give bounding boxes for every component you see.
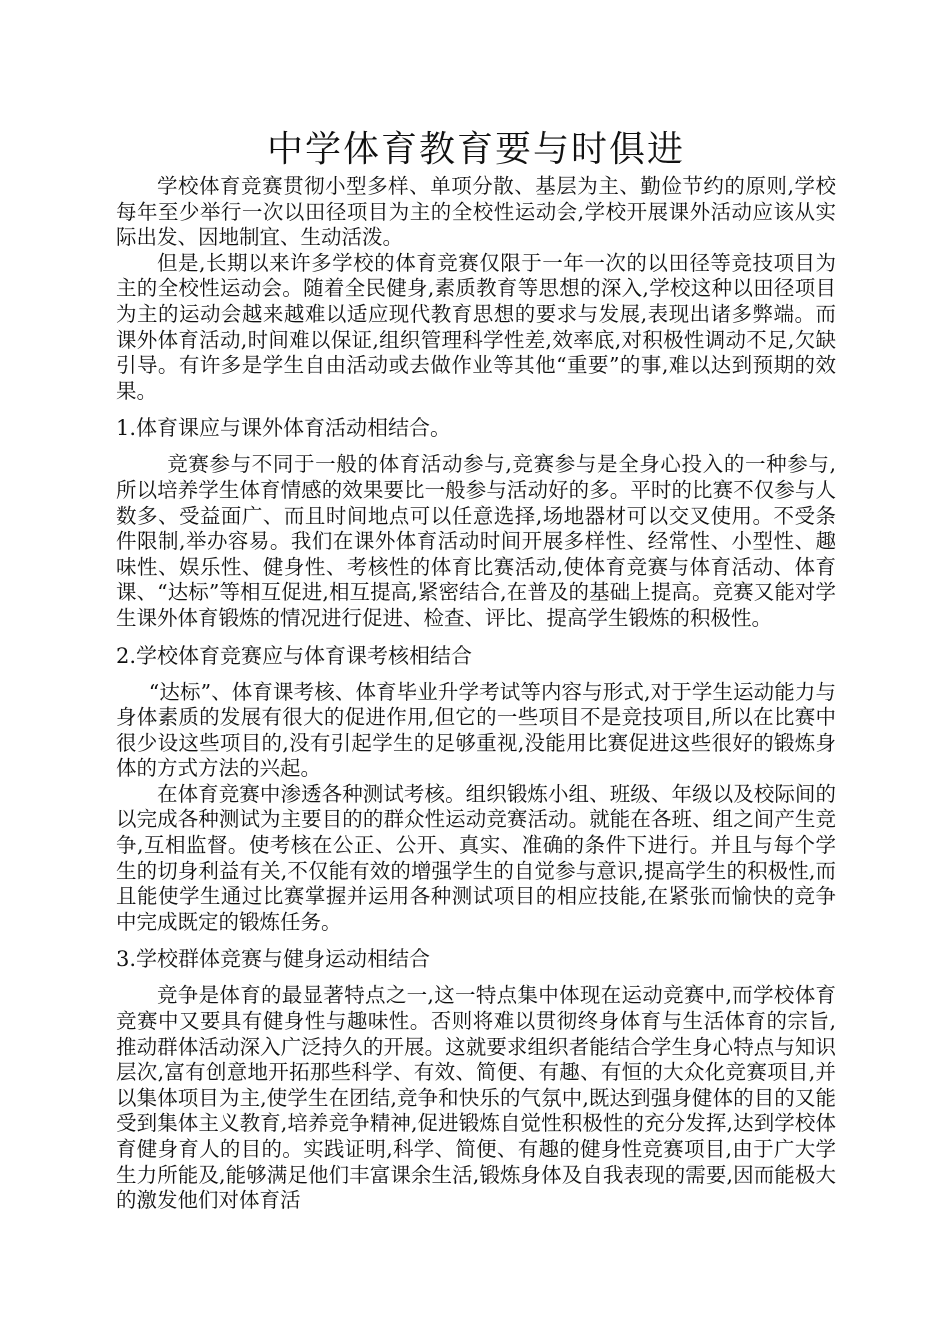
document-title: 中学体育教育要与时俱进: [266, 129, 685, 170]
intro-paragraph-1: 学校体育竞赛贯彻小型多样、单项分散、基层为主、勤俭节约的原则,学校每年至少举行一次以田径项目为主的全校性运动会,学校开展课外活动应该从实际出发、因地制宜、生动活泼。: [116, 174, 836, 250]
section-1-paragraph-1: 竞赛参与不同于一般的体育活动参与,竞赛参与是全身心投入的一种参与,所以培养学生体育情感的效果要比一般参与活动好的多。平时的比赛不仅参与人数多、受益面广、而且时间地点可以任意选择,场地器材可以交叉使用。不受条件限制,举办容易。我们在课外体育活动时间开展多样性、经常性、小型性、趣味性、娱乐性、健身性、考核性的体育比赛活动,使体育竞赛与体育活动、体育课、“达标”等相互促进,相互提高,紧密结合,在普及的基础上提高。竞赛又能对学生课外体育锻炼的情况进行促进、检查、评比、提高学生锻炼的积极性。: [116, 452, 836, 630]
section-heading-2: 2.学校体育竞赛应与体育课考核相结合: [116, 643, 473, 668]
section-3-paragraph-1: 竞争是体育的最显著特点之一,这一特点集中体现在运动竞赛中,而学校体育竞赛中又要具有健身性与趣味性。否则将难以贯彻终身体育与生活体育的宗旨,推动群体活动深入广泛持久的开展。这就要求组织者能结合学生身心特点与知识层次,富有创意地开拓那些科学、有效、简便、有趣、有恒的大众化竞赛项目,并以集体项目为主,使学生在团结,竞争和快乐的气氛中,既达到强身健体的目的又能受到集体主义教育,培养竞争精神,促进锻炼自觉性积极性的充分发挥,达到学校体育健身育人的目的。实践证明,科学、简便、有趣的健身性竞赛项目,由于广大学生力所能及,能够满足他们丰富课余生活,锻炼身体及自我表现的需要,因而能极大的激发他们对体育活: [116, 983, 836, 1213]
document-page: [116, 126, 836, 1214]
section-2-paragraph-1: “达标”、体育课考核、体育毕业升学考试等内容与形式,对于学生运动能力与身体素质的发展有很大的促进作用,但它的一些项目不是竞技项目,所以在比赛中很少设这些项目的,没有引起学生的足够重视,没能用比赛促进这些很好的锻炼身体的方式方法的兴起。: [116, 679, 836, 781]
section-heading-1: 1.体育课应与课外体育活动相结合。: [116, 416, 452, 441]
section-2-paragraph-2: 在体育竞赛中渗透各种测试考核。组织锻炼小组、班级、年级以及校际间的以完成各种测试为主要目的的群众性运动竞赛活动。就能在各班、组之间产生竞争,互相监督。使考核在公正、公开、真实、准确的条件下进行。并且与每个学生的切身利益有关,不仅能有效的增强学生的自觉参与意识,提高学生的积极性,而且能使学生通过比赛掌握并运用各种测试项目的相应技能,在紧张而愉快的竞争中完成既定的锻炼任务。: [116, 781, 836, 934]
intro-paragraph-2: 但是,长期以来许多学校的体育竞赛仅限于一年一次的以田径等竞技项目为主的全校性运动会。随着全民健身,素质教育等思想的深入,学校这种以田径项目为主的运动会越来越难以适应现代教育思想的要求与发展,表现出诸多弊端。而课外体育活动,时间难以保证,组织管理科学性差,效率底,对积极性调动不足,欠缺引导。有许多是学生自由活动或去做作业等其他“重要”的事,难以达到预期的效果。: [116, 250, 836, 403]
section-heading-3: 3.学校群体竞赛与健身运动相结合: [116, 947, 431, 972]
